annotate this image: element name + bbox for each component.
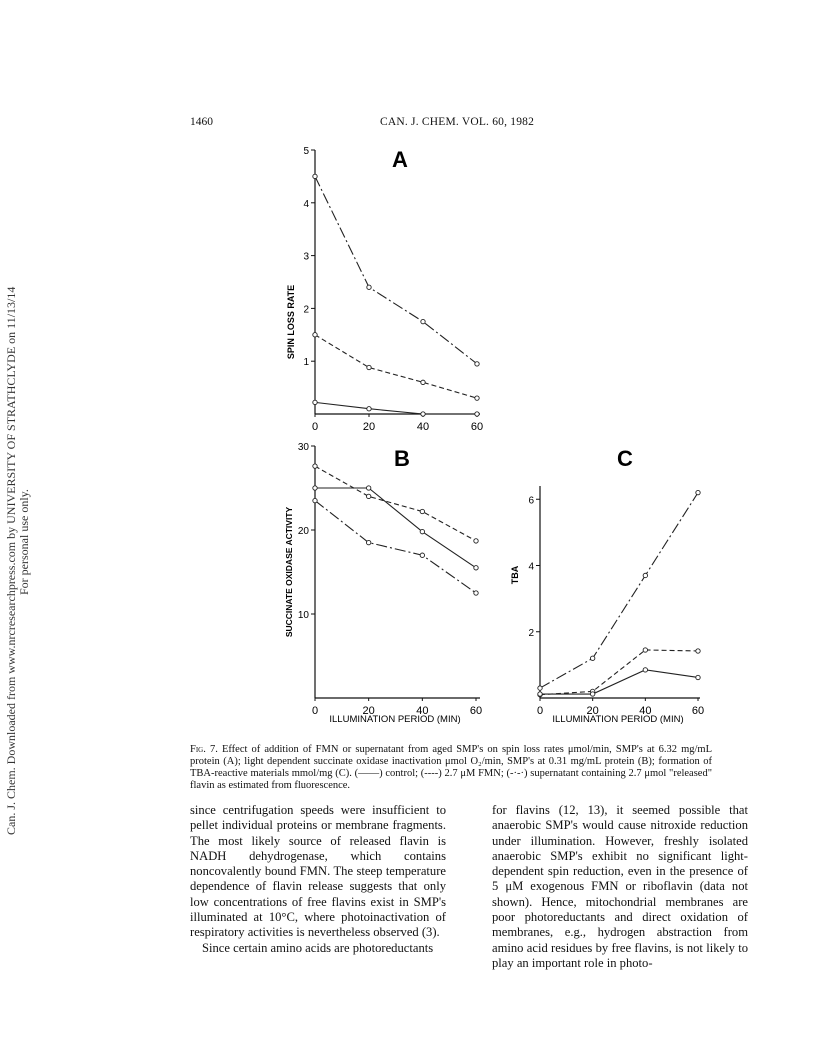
y-tick-label: 5 [303, 146, 309, 157]
panel-b-xlabel: ILLUMINATION PERIOD (MIN) [329, 714, 461, 725]
series-line-solid [540, 670, 698, 694]
caption-text: Effect of addition of FMN or supernatant from aged SMP's on spin loss rates μmol/min, SMP's at 6.32 mg/mL protein (A); light dependent succinate oxidase inactivation μmol O₂/min, SMP's at 0.31 mg/mL protein (B); formation of TBA-reactive materials mmol/mg (C). (——) control; (----) 2.7 μM FMN; (-·-·) supernatant containing 2.7 μmol "released" flavin as estimated from fluorescence. [190, 744, 713, 791]
data-point [367, 365, 371, 369]
x-tick-label: 40 [639, 705, 652, 717]
x-tick-label: 0 [311, 421, 319, 433]
data-point [590, 656, 594, 660]
page-number: 1460 [190, 116, 213, 128]
figure-caption [190, 744, 712, 792]
data-point [366, 486, 370, 490]
panel-a-letter: A [392, 147, 408, 172]
x-tick-label: 20 [362, 705, 375, 717]
y-tick-label: 2 [528, 627, 534, 639]
series-line-dashed [315, 466, 476, 541]
data-point [420, 509, 424, 513]
data-point [696, 490, 700, 494]
y-tick-label: 4 [528, 561, 534, 573]
data-point [643, 668, 647, 672]
data-point [474, 539, 478, 543]
x-tick-label: 60 [469, 705, 483, 717]
data-point [313, 498, 317, 502]
data-point [313, 486, 317, 490]
data-point [367, 407, 371, 411]
data-point [313, 464, 317, 468]
paragraph: for flavins (12, 13), it seemed possible that anaerobic SMP's would cause nitroxide reduction under illumination. However, freshly isolated anaerobic SMP's exhibit no significant light-dependent spin reduction, even in the presence of 5 μM exogenous FMN or riboflavin (data not shown). Hence, mitochondrial membranes are poor photoreductants and direct oxidation of membranes, e.g., hydrogen abstraction from amino acid residues by free flavins, is not likely to play an important role in photo- [492, 803, 748, 970]
y-tick-label: 6 [528, 495, 534, 507]
series-line-solid [315, 488, 476, 568]
paragraph: since centrifugation speeds were insufficient to pellet individual proteins or membrane fragments. The most likely source of released flavin is NADH dehydrogenase, which contains noncovalently bound FMN. The steep temperature dependence of flavin release suggests that only low concentrations of free flavins exist in SMP's illuminated at 10°C, where photoinactivation of respiratory activities is nevertheless observed (3). [190, 803, 446, 940]
data-point [696, 649, 700, 653]
x-tick-label: 60 [470, 421, 484, 433]
data-point [366, 540, 370, 544]
data-point [475, 362, 479, 366]
data-point [643, 573, 647, 577]
y-tick-label: 3 [303, 251, 309, 263]
y-tick-label: 4 [303, 198, 309, 210]
x-tick-label: 20 [362, 421, 376, 433]
data-point [538, 686, 542, 690]
data-point [475, 396, 479, 400]
y-tick-label: 2 [303, 304, 309, 316]
series-line-dashed [540, 650, 698, 695]
x-tick-label: 0 [311, 705, 319, 717]
journal-running-head: CAN. J. CHEM. VOL. 60, 1982 [380, 116, 535, 128]
data-point [367, 285, 371, 289]
panel-c-letter: C [617, 446, 633, 471]
data-point [420, 529, 424, 533]
data-point [313, 174, 317, 178]
series-line-solid [315, 402, 477, 414]
body-column-right [492, 803, 748, 971]
panel-b-letter: B [394, 446, 410, 471]
series-line-dash-dot [315, 176, 477, 363]
x-tick-label: 40 [416, 421, 430, 433]
data-point [474, 591, 478, 595]
panel-c [510, 446, 704, 725]
panel-c-ylabel: TBA [510, 565, 520, 585]
y-tick-label: 20 [297, 526, 309, 537]
data-point [538, 692, 542, 696]
y-tick-label: 1 [303, 357, 309, 369]
data-point [474, 566, 478, 570]
panel-a-ylabel: SPIN LOSS RATE [286, 284, 296, 360]
data-point [590, 692, 594, 696]
data-point [421, 412, 425, 416]
y-tick-label: 10 [297, 610, 309, 621]
data-point [421, 380, 425, 384]
panel-b-ylabel: SUCCINATE OXIDASE ACTIVITY [284, 506, 294, 638]
data-point [420, 553, 424, 557]
data-point [313, 400, 317, 404]
data-point [696, 675, 700, 679]
watermark-line-2: For personal use only. [17, 489, 31, 595]
data-point [421, 319, 425, 323]
data-point [313, 333, 317, 337]
data-point [366, 494, 370, 498]
panel-b [284, 442, 482, 725]
caption-label: Fig. 7. [190, 744, 218, 755]
data-point [475, 412, 479, 416]
body-column-left [190, 803, 446, 956]
series-line-dash-dot [315, 501, 476, 593]
x-tick-label: 40 [416, 705, 429, 717]
panel-c-xlabel: ILLUMINATION PERIOD (MIN) [552, 714, 684, 725]
x-tick-label: 0 [536, 705, 544, 717]
data-point [643, 648, 647, 652]
y-tick-label: 30 [297, 442, 309, 453]
watermark-line-1: Can. J. Chem. Downloaded from www.nrcresearchpress.com by UNIVERSITY OF STRATHCLYDE on 11/13/14 [4, 286, 18, 835]
x-tick-label: 20 [586, 705, 599, 717]
panel-a [286, 146, 483, 433]
paragraph: Since certain amino acids are photoreductants [202, 940, 434, 955]
x-tick-label: 60 [691, 705, 705, 717]
series-line-dash-dot [540, 493, 698, 688]
